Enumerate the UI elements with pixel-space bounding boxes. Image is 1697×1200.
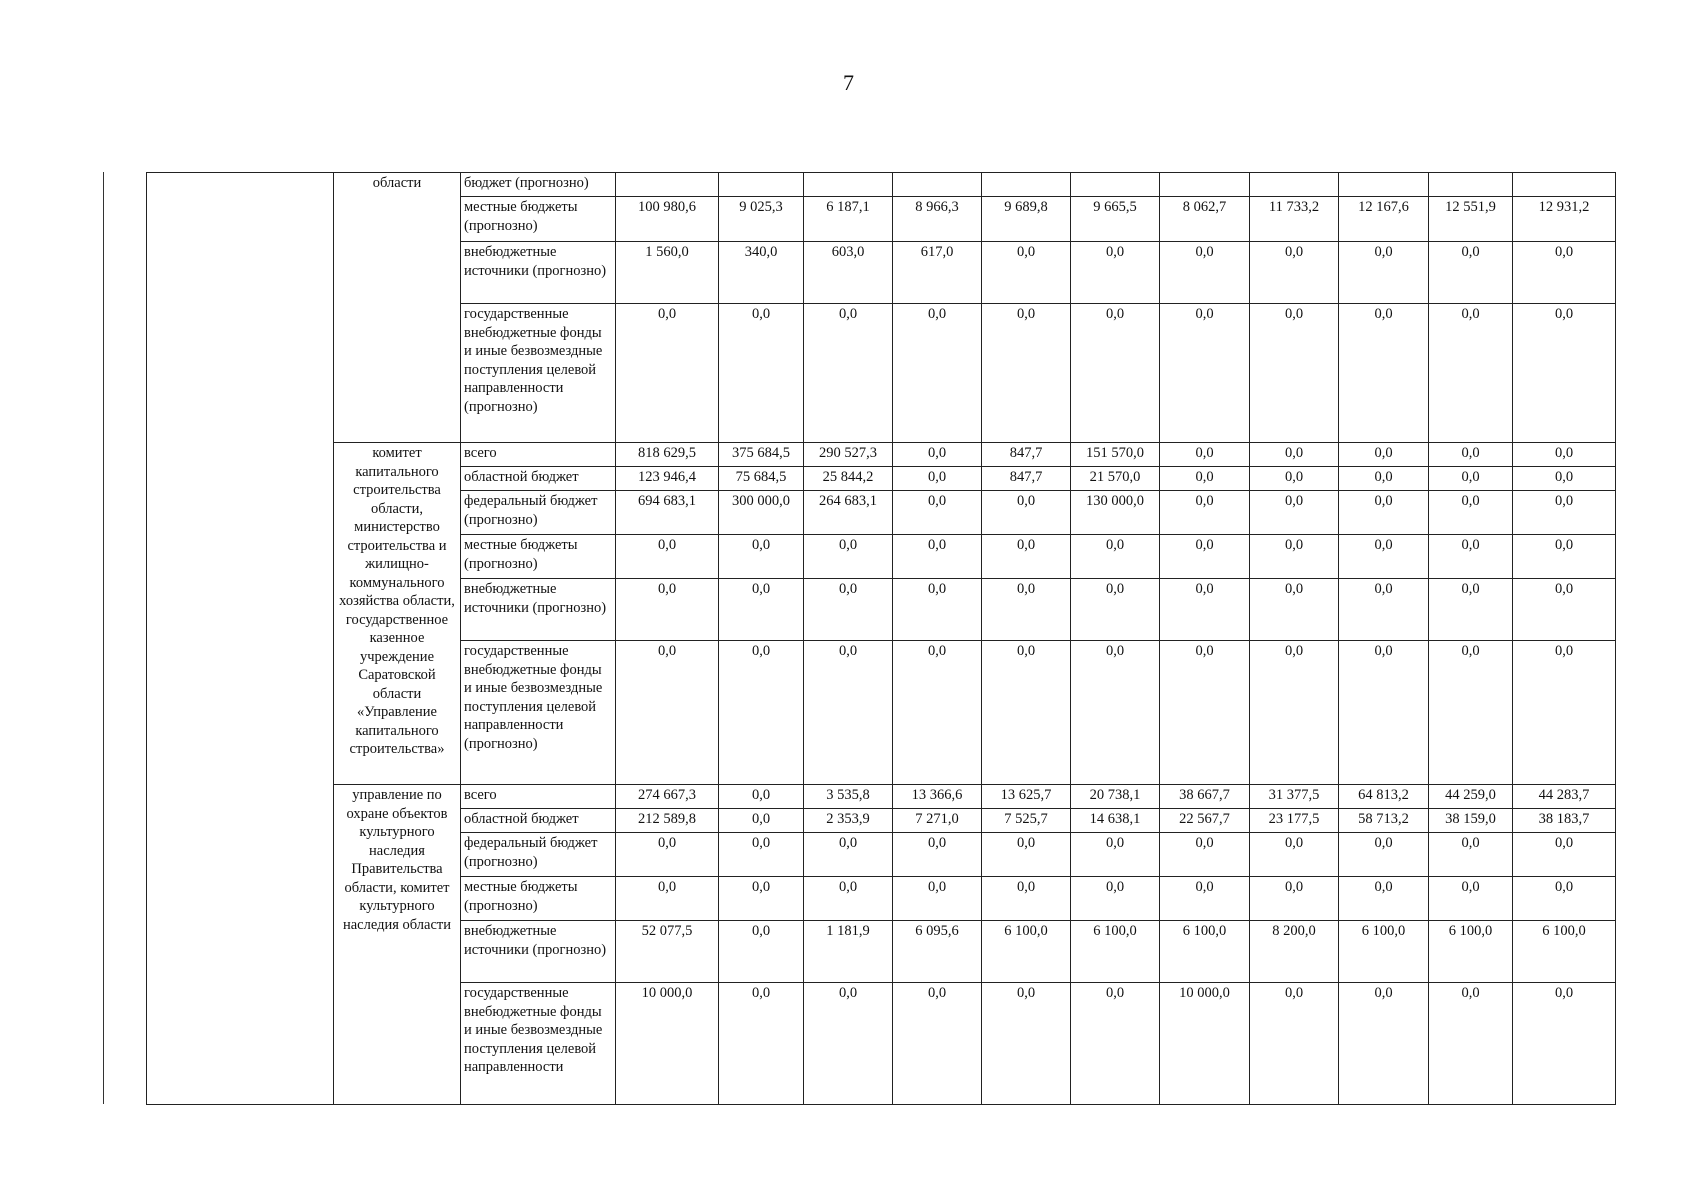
value-cell: 6 100,0 [1339, 921, 1429, 983]
value-cell: 75 684,5 [719, 467, 804, 491]
value-cell: 0,0 [1513, 641, 1616, 785]
value-cell: 0,0 [804, 304, 893, 443]
value-cell [1160, 173, 1250, 197]
value-cell: 9 025,3 [719, 197, 804, 242]
value-cell: 0,0 [1160, 877, 1250, 921]
value-cell: 11 733,2 [1250, 197, 1339, 242]
funding-source-cell: государственные внебюджетные фонды и иные безвозмездные поступления целевой направленности (прогнозно) [461, 304, 616, 443]
value-cell: 0,0 [1339, 579, 1429, 641]
value-cell: 38 159,0 [1429, 809, 1513, 833]
value-cell: 0,0 [719, 833, 804, 877]
value-cell: 0,0 [1250, 641, 1339, 785]
value-cell: 0,0 [1339, 641, 1429, 785]
value-cell: 0,0 [616, 535, 719, 579]
value-cell: 0,0 [1160, 242, 1250, 304]
value-cell: 100 980,6 [616, 197, 719, 242]
value-cell: 0,0 [1513, 491, 1616, 535]
value-cell: 0,0 [1513, 467, 1616, 491]
value-cell: 9 689,8 [982, 197, 1071, 242]
value-cell: 300 000,0 [719, 491, 804, 535]
value-cell: 0,0 [1250, 443, 1339, 467]
value-cell: 0,0 [1339, 467, 1429, 491]
value-cell: 0,0 [719, 641, 804, 785]
table-row [147, 173, 1616, 197]
value-cell: 52 077,5 [616, 921, 719, 983]
value-cell: 0,0 [1250, 833, 1339, 877]
value-cell: 0,0 [616, 833, 719, 877]
value-cell: 38 183,7 [1513, 809, 1616, 833]
value-cell: 0,0 [1429, 491, 1513, 535]
value-cell: 274 667,3 [616, 785, 719, 809]
value-cell: 0,0 [1513, 242, 1616, 304]
value-cell: 0,0 [804, 877, 893, 921]
value-cell: 25 844,2 [804, 467, 893, 491]
value-cell: 21 570,0 [1071, 467, 1160, 491]
value-cell [1071, 173, 1160, 197]
value-cell: 0,0 [719, 921, 804, 983]
value-cell: 264 683,1 [804, 491, 893, 535]
value-cell: 818 629,5 [616, 443, 719, 467]
value-cell: 0,0 [1160, 535, 1250, 579]
value-cell: 0,0 [1071, 641, 1160, 785]
value-cell: 0,0 [982, 535, 1071, 579]
value-cell: 6 100,0 [1429, 921, 1513, 983]
value-cell: 0,0 [719, 877, 804, 921]
budget-table [146, 172, 1616, 1105]
value-cell: 0,0 [982, 877, 1071, 921]
value-cell: 8 062,7 [1160, 197, 1250, 242]
value-cell: 0,0 [1513, 443, 1616, 467]
value-cell: 0,0 [982, 641, 1071, 785]
value-cell: 603,0 [804, 242, 893, 304]
value-cell: 0,0 [1429, 535, 1513, 579]
value-cell: 0,0 [1513, 877, 1616, 921]
value-cell: 340,0 [719, 242, 804, 304]
page-number: 7 [843, 70, 854, 95]
value-cell [1339, 173, 1429, 197]
value-cell: 0,0 [1071, 242, 1160, 304]
value-cell: 0,0 [1250, 304, 1339, 443]
value-cell: 1 560,0 [616, 242, 719, 304]
value-cell: 290 527,3 [804, 443, 893, 467]
value-cell: 0,0 [1429, 304, 1513, 443]
value-cell: 0,0 [1429, 983, 1513, 1105]
value-cell: 0,0 [1429, 467, 1513, 491]
table-row [147, 785, 1616, 809]
value-cell: 0,0 [1071, 833, 1160, 877]
value-cell: 20 738,1 [1071, 785, 1160, 809]
value-cell: 44 283,7 [1513, 785, 1616, 809]
funding-source-cell: местные бюджеты (прогнозно) [461, 877, 616, 921]
value-cell: 0,0 [1250, 242, 1339, 304]
value-cell: 1 181,9 [804, 921, 893, 983]
funding-source-cell: местные бюджеты (прогнозно) [461, 197, 616, 242]
funding-source-cell: всего [461, 443, 616, 467]
value-cell: 847,7 [982, 443, 1071, 467]
value-cell: 0,0 [1429, 579, 1513, 641]
value-cell: 0,0 [893, 641, 982, 785]
value-cell: 8 200,0 [1250, 921, 1339, 983]
value-cell: 44 259,0 [1429, 785, 1513, 809]
value-cell: 0,0 [1429, 833, 1513, 877]
value-cell: 0,0 [1339, 983, 1429, 1105]
value-cell: 22 567,7 [1160, 809, 1250, 833]
value-cell: 0,0 [893, 579, 982, 641]
value-cell: 375 684,5 [719, 443, 804, 467]
funding-source-cell: внебюджетные источники (прогнозно) [461, 242, 616, 304]
value-cell: 0,0 [1071, 304, 1160, 443]
value-cell: 38 667,7 [1160, 785, 1250, 809]
value-cell: 0,0 [1250, 491, 1339, 535]
value-cell: 7 525,7 [982, 809, 1071, 833]
value-cell: 0,0 [1513, 833, 1616, 877]
value-cell: 0,0 [1160, 579, 1250, 641]
value-cell: 0,0 [1339, 242, 1429, 304]
value-cell: 0,0 [1250, 535, 1339, 579]
value-cell: 0,0 [893, 491, 982, 535]
table-row [147, 443, 1616, 467]
value-cell: 10 000,0 [616, 983, 719, 1105]
value-cell: 0,0 [1250, 877, 1339, 921]
value-cell: 0,0 [1513, 535, 1616, 579]
value-cell: 2 353,9 [804, 809, 893, 833]
funding-source-cell: внебюджетные источники (прогнозно) [461, 579, 616, 641]
funding-source-cell: местные бюджеты (прогнозно) [461, 535, 616, 579]
value-cell: 0,0 [1071, 877, 1160, 921]
value-cell [1250, 173, 1339, 197]
value-cell: 0,0 [616, 641, 719, 785]
value-cell: 0,0 [1160, 833, 1250, 877]
value-cell [1513, 173, 1616, 197]
funding-source-cell: всего [461, 785, 616, 809]
funding-source-cell: федеральный бюджет (прогнозно) [461, 491, 616, 535]
executor-cell: области [334, 173, 461, 443]
value-cell: 0,0 [1160, 467, 1250, 491]
value-cell: 0,0 [1339, 535, 1429, 579]
value-cell: 0,0 [804, 641, 893, 785]
value-cell: 0,0 [1250, 983, 1339, 1105]
value-cell: 130 000,0 [1071, 491, 1160, 535]
value-cell: 0,0 [1339, 877, 1429, 921]
value-cell: 0,0 [893, 467, 982, 491]
value-cell: 0,0 [1071, 535, 1160, 579]
value-cell: 0,0 [893, 535, 982, 579]
value-cell: 0,0 [719, 785, 804, 809]
blank-program-column [147, 173, 334, 1105]
value-cell [719, 173, 804, 197]
value-cell: 0,0 [893, 443, 982, 467]
value-cell: 0,0 [1513, 579, 1616, 641]
value-cell: 0,0 [804, 579, 893, 641]
value-cell: 151 570,0 [1071, 443, 1160, 467]
value-cell: 847,7 [982, 467, 1071, 491]
value-cell: 0,0 [1513, 304, 1616, 443]
value-cell: 0,0 [804, 833, 893, 877]
value-cell [804, 173, 893, 197]
funding-source-cell: государственные внебюджетные фонды и иные безвозмездные поступления целевой направленности [461, 983, 616, 1105]
executor-cell: комитет капитального строительства области, министерство строительства и жилищно-коммунального хозяйства области, государственное казенное учреждение Саратовской области «Управление капитального строительства» [334, 443, 461, 785]
value-cell: 13 366,6 [893, 785, 982, 809]
value-cell: 12 931,2 [1513, 197, 1616, 242]
value-cell [616, 173, 719, 197]
value-cell: 0,0 [719, 809, 804, 833]
value-cell: 0,0 [1160, 491, 1250, 535]
value-cell: 6 100,0 [1071, 921, 1160, 983]
value-cell: 0,0 [1429, 242, 1513, 304]
value-cell: 0,0 [1250, 579, 1339, 641]
value-cell: 0,0 [893, 833, 982, 877]
value-cell: 58 713,2 [1339, 809, 1429, 833]
funding-source-cell: федеральный бюджет (прогнозно) [461, 833, 616, 877]
value-cell: 0,0 [982, 304, 1071, 443]
value-cell: 9 665,5 [1071, 197, 1160, 242]
value-cell: 6 100,0 [1160, 921, 1250, 983]
value-cell: 0,0 [1339, 491, 1429, 535]
funding-source-cell: областной бюджет [461, 467, 616, 491]
funding-source-cell: областной бюджет [461, 809, 616, 833]
value-cell: 6 095,6 [893, 921, 982, 983]
value-cell: 64 813,2 [1339, 785, 1429, 809]
value-cell: 0,0 [893, 983, 982, 1105]
value-cell: 12 551,9 [1429, 197, 1513, 242]
value-cell: 0,0 [804, 983, 893, 1105]
executor-cell: управление по охране объектов культурного наследия Правительства области, комитет культурного наследия области [334, 785, 461, 1105]
value-cell: 0,0 [1160, 443, 1250, 467]
value-cell: 0,0 [982, 983, 1071, 1105]
value-cell: 0,0 [1071, 983, 1160, 1105]
value-cell: 0,0 [982, 833, 1071, 877]
value-cell: 0,0 [719, 579, 804, 641]
value-cell: 14 638,1 [1071, 809, 1160, 833]
value-cell: 6 187,1 [804, 197, 893, 242]
value-cell: 13 625,7 [982, 785, 1071, 809]
value-cell [893, 173, 982, 197]
value-cell: 0,0 [1339, 833, 1429, 877]
funding-source-cell: внебюджетные источники (прогнозно) [461, 921, 616, 983]
value-cell: 0,0 [893, 877, 982, 921]
value-cell: 0,0 [616, 579, 719, 641]
value-cell: 6 100,0 [982, 921, 1071, 983]
value-cell: 0,0 [1339, 443, 1429, 467]
value-cell: 23 177,5 [1250, 809, 1339, 833]
value-cell: 0,0 [616, 877, 719, 921]
value-cell: 617,0 [893, 242, 982, 304]
value-cell: 0,0 [1071, 579, 1160, 641]
value-cell: 12 167,6 [1339, 197, 1429, 242]
value-cell: 0,0 [982, 242, 1071, 304]
value-cell: 0,0 [1160, 304, 1250, 443]
value-cell: 123 946,4 [616, 467, 719, 491]
value-cell: 0,0 [719, 983, 804, 1105]
value-cell: 694 683,1 [616, 491, 719, 535]
value-cell: 0,0 [1429, 877, 1513, 921]
value-cell [1429, 173, 1513, 197]
value-cell: 0,0 [982, 579, 1071, 641]
value-cell [982, 173, 1071, 197]
value-cell: 0,0 [804, 535, 893, 579]
value-cell: 0,0 [1513, 983, 1616, 1105]
value-cell: 6 100,0 [1513, 921, 1616, 983]
value-cell: 31 377,5 [1250, 785, 1339, 809]
value-cell: 10 000,0 [1160, 983, 1250, 1105]
value-cell: 0,0 [719, 535, 804, 579]
value-cell: 0,0 [1339, 304, 1429, 443]
funding-source-cell: бюджет (прогнозно) [461, 173, 616, 197]
value-cell: 0,0 [1160, 641, 1250, 785]
value-cell: 0,0 [893, 304, 982, 443]
value-cell: 0,0 [1429, 443, 1513, 467]
value-cell: 212 589,8 [616, 809, 719, 833]
value-cell: 0,0 [719, 304, 804, 443]
value-cell: 0,0 [1250, 467, 1339, 491]
value-cell: 7 271,0 [893, 809, 982, 833]
value-cell: 8 966,3 [893, 197, 982, 242]
value-cell: 0,0 [982, 491, 1071, 535]
value-cell: 0,0 [616, 304, 719, 443]
value-cell: 0,0 [1429, 641, 1513, 785]
funding-source-cell: государственные внебюджетные фонды и иные безвозмездные поступления целевой направленности (прогнозно) [461, 641, 616, 785]
value-cell: 3 535,8 [804, 785, 893, 809]
left-margin-line [103, 172, 104, 1104]
budget-table-body [147, 173, 1616, 1105]
